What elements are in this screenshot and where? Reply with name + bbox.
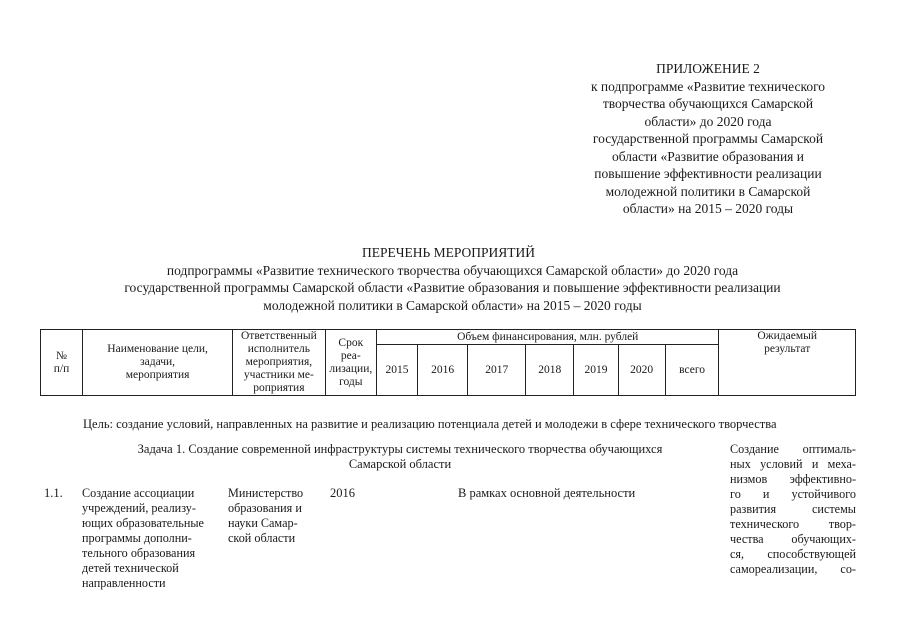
row-name-line: детей технической: [82, 561, 179, 575]
appendix-line: области» на 2015 – 2020 годы: [622, 201, 794, 216]
row-term: 2016: [330, 486, 355, 500]
row-name: [82, 486, 218, 591]
row-name-line: ющих образовательные: [82, 516, 204, 530]
header-year: 2016: [417, 345, 467, 396]
header-executor: [233, 330, 325, 396]
expected-line: чества обучающих-: [730, 532, 856, 546]
header-year: 2020: [618, 345, 665, 396]
header-num-line: №: [56, 349, 67, 362]
header-term-line: Срок: [338, 336, 364, 349]
title-line: государственной программы Самарской области «Развитие образования и повышение эффективности реализации: [124, 280, 781, 295]
header-year: 2019: [574, 345, 618, 396]
expected-line: ных условий и меха-: [730, 457, 856, 471]
header-name: [83, 330, 233, 396]
header-executor-line: мероприятия,: [245, 356, 313, 368]
header-term-line: годы: [339, 375, 363, 388]
header-year: 2015: [377, 345, 418, 396]
header-expected-line: результат: [764, 343, 811, 355]
row-name-line: направленности: [82, 576, 166, 590]
title-line: молодежной политики в Самарской области» на 2015 – 2020 годы: [263, 297, 642, 313]
row-executor-line: образования и: [228, 501, 302, 515]
header-expected-line: Ожидаемый: [757, 330, 817, 342]
expected-line: Создание оптималь-: [730, 442, 856, 456]
header-term-line: лизации,: [329, 362, 373, 375]
appendix-block: [540, 60, 876, 218]
expected-line: го и устойчивого: [730, 487, 856, 501]
appendix-line: области «Развитие образования и: [612, 148, 804, 164]
goal-text: Цель: создание условий, направленных на развитие и реализацию потенциала детей и молодежи в сфере технического творчества: [83, 417, 777, 431]
title-line: подпрограммы «Развитие технического творчества обучающихся Самарской области» до 2020 года: [166, 262, 739, 278]
row-number: 1.1.: [44, 486, 63, 500]
expected-line: технического твор-: [730, 517, 856, 531]
row-executor: [228, 486, 318, 546]
appendix-line: ПРИЛОЖЕНИЕ 2: [656, 61, 760, 76]
appendix-line: государственной программы Самарской: [592, 131, 824, 146]
header-name-line: задачи,: [140, 356, 176, 368]
row-executor-line: науки Самар-: [228, 516, 298, 530]
header-executor-line: исполнитель: [247, 343, 310, 355]
row-name-line: программы дополни-: [82, 531, 192, 545]
header-num-line: п/п: [53, 362, 70, 375]
title-heading: ПЕРЕЧЕНЬ МЕРОПРИЯТИЙ: [361, 245, 536, 260]
appendix-line: к подпрограмме «Развитие технического: [590, 78, 826, 94]
row-name-line: Создание ассоциации: [82, 486, 195, 500]
appendix-line: области» до 2020 года: [644, 113, 772, 129]
header-name-line: Наименование цели,: [107, 343, 208, 355]
header-total: всего: [665, 345, 719, 396]
expected-result: [730, 442, 856, 577]
expected-line: низмов эффективно-: [730, 472, 856, 486]
header-executor-line: роприятия: [253, 382, 305, 394]
document-title: [0, 244, 905, 314]
appendix-line: молодежной политики в Самарской: [605, 183, 811, 199]
header-year: 2018: [526, 345, 574, 396]
expected-line: ся, способствующей: [730, 547, 856, 561]
row-name-line: тельного образования: [82, 546, 196, 560]
header-year: 2017: [468, 345, 526, 396]
header-expected: [719, 330, 856, 396]
header-num: [41, 330, 83, 396]
header-term: [325, 330, 376, 396]
header-executor-line: участники ме-: [243, 369, 314, 381]
measures-table-header: [40, 329, 856, 396]
expected-line: развития системы: [730, 502, 856, 516]
row-funding: В рамках основной деятельности: [458, 486, 636, 500]
task-text: [90, 442, 710, 472]
appendix-line: творчества обучающихся Самарской: [602, 96, 814, 111]
row-name-line: учреждений, реализу-: [82, 501, 196, 515]
header-term-line: реа-: [340, 349, 361, 362]
header-funding: Объем финансирования, млн. рублей: [377, 330, 719, 345]
task-line: Задача 1. Создание современной инфраструктуры системы технического творчества обучающихся: [137, 442, 663, 456]
appendix-line: повышение эффективности реализации: [594, 166, 822, 181]
row-executor-line: ской области: [228, 531, 296, 545]
header-name-line: мероприятия: [125, 369, 190, 381]
expected-line: самореализации, со-: [730, 562, 856, 576]
task-line: Самарской области: [348, 457, 452, 471]
row-executor-line: Министерство: [228, 486, 304, 500]
header-executor-line: Ответственный: [240, 330, 317, 342]
